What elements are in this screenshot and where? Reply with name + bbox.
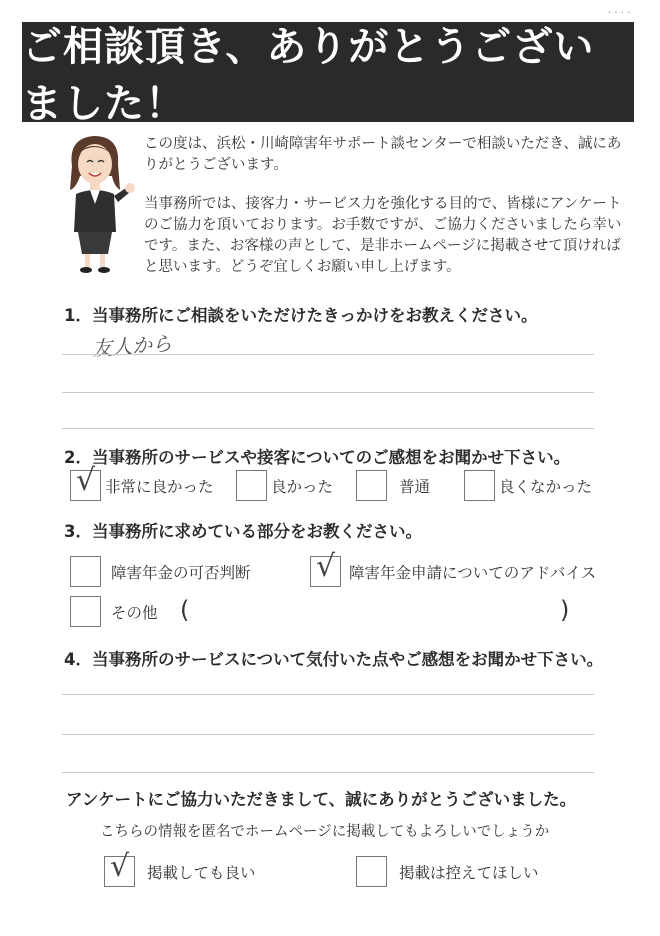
checkbox[interactable] bbox=[70, 596, 101, 627]
answer-line bbox=[62, 734, 594, 735]
option-label: 掲載しても良い bbox=[147, 863, 256, 882]
staff-avatar-illustration bbox=[54, 128, 138, 278]
publish-option-declined[interactable] bbox=[356, 856, 539, 887]
checkbox[interactable] bbox=[356, 470, 387, 501]
answer-line bbox=[62, 772, 594, 773]
other-open-paren: ( bbox=[180, 596, 190, 624]
option-label: 良くなかった bbox=[499, 477, 593, 496]
q2-option-not-good[interactable] bbox=[464, 470, 592, 501]
checkmark-icon: √ bbox=[316, 549, 336, 584]
checkbox[interactable] bbox=[356, 856, 387, 887]
checkmark-icon: √ bbox=[76, 463, 96, 498]
option-label: 良かった bbox=[271, 477, 334, 496]
question-1-label: 1．当事務所にご相談をいただけたきっかけをお教えください。 bbox=[64, 306, 538, 325]
option-label: 非常に良かった bbox=[105, 477, 214, 496]
q2-option-good[interactable] bbox=[236, 470, 333, 501]
intro-paragraph-1: この度は、浜松・川崎障害年サポート談センターで相談いただき、誠にありがとうございます。 bbox=[144, 136, 622, 173]
title-banner bbox=[22, 22, 634, 127]
publish-consent-question: こちらの情報を匿名でホームページに掲載してもよろしいでしょうか bbox=[100, 824, 550, 840]
checkbox[interactable] bbox=[70, 463, 101, 501]
checkbox[interactable] bbox=[464, 470, 495, 501]
intro-paragraph-2: 当事務所では、接客力・サービス力を強化する目的で、皆様にアンケートのご協力を頂いております。お手数ですが、ご協力くださいましたら幸いです。また、お客様の声として、是非ホームページに掲載させて頂ければと思います。どうぞ宜しくお願い申し上げます。 bbox=[144, 196, 622, 275]
checkbox[interactable] bbox=[310, 549, 341, 587]
checkmark-icon: √ bbox=[110, 849, 130, 884]
q3-option-other[interactable] bbox=[70, 596, 158, 627]
other-close-paren: ) bbox=[560, 596, 570, 624]
question-4-label: 4．当事務所のサービスについて気付いた点やご感想をお聞かせ下さい。 bbox=[64, 650, 604, 669]
checkbox[interactable] bbox=[70, 556, 101, 587]
question-3-label: 3．当事務所に求めている部分をお教ください。 bbox=[64, 522, 422, 541]
checkbox[interactable] bbox=[104, 849, 135, 887]
option-label: 普通 bbox=[399, 477, 431, 496]
closing-thanks: アンケートにご協力いただきまして、誠にありがとうございました。 bbox=[66, 790, 577, 809]
answer-line bbox=[62, 392, 594, 393]
option-label: その他 bbox=[111, 603, 158, 622]
q3-option-application-advice[interactable] bbox=[310, 549, 597, 587]
scan-mark: · · · · bbox=[608, 8, 631, 19]
q3-option-eligibility[interactable] bbox=[70, 556, 251, 587]
q2-option-normal[interactable] bbox=[356, 470, 430, 501]
intro-text bbox=[144, 134, 624, 278]
option-label: 障害年金の可否判断 bbox=[111, 563, 251, 582]
option-label: 掲載は控えてほしい bbox=[399, 863, 539, 882]
option-label: 障害年金申請についてのアドバイス bbox=[349, 563, 597, 582]
publish-option-allowed[interactable] bbox=[104, 849, 256, 887]
question-1-handwritten-answer[interactable]: 友人から bbox=[91, 331, 173, 361]
answer-line bbox=[62, 694, 594, 695]
answer-line bbox=[62, 354, 594, 355]
q2-option-very-good[interactable] bbox=[70, 463, 214, 501]
answer-line bbox=[62, 428, 594, 429]
question-2-label: 2．当事務所のサービスや接客についてのご感想をお聞かせ下さい。 bbox=[64, 448, 571, 467]
page-title: ご相談頂き、ありがとうございました！ bbox=[22, 24, 595, 127]
checkbox[interactable] bbox=[236, 470, 267, 501]
